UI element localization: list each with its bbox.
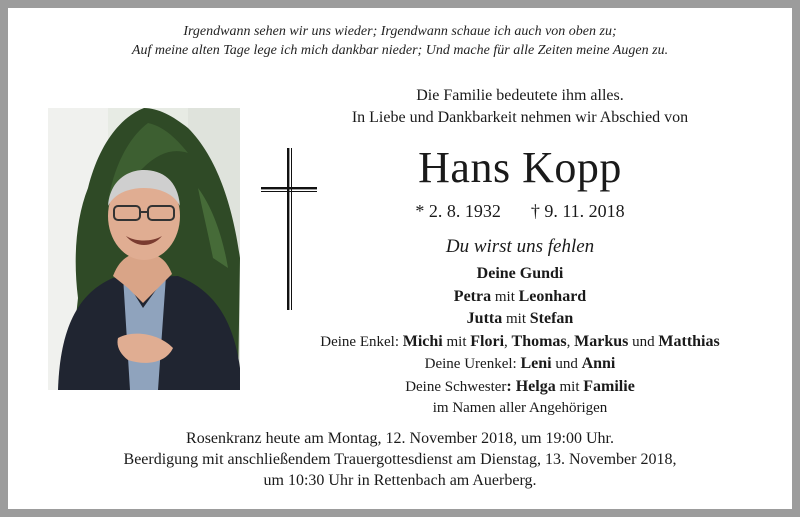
portrait-image — [48, 108, 240, 390]
mourner-name: Michi — [402, 332, 443, 350]
mourner-name: Matthias — [658, 332, 720, 350]
motto: Du wirst uns fehlen — [445, 236, 595, 257]
relation-label: Deine Enkel: — [320, 333, 403, 350]
relation-label: Deine Urenkel: — [424, 356, 521, 372]
relation-label: Deine Schwester — [405, 378, 507, 395]
connector-text: mit — [491, 288, 519, 305]
service-line: um 10:30 Uhr in Rettenbach am Auerberg. — [263, 472, 537, 489]
mourner-line-grandchildren — [240, 331, 800, 354]
connector-text: mit — [442, 333, 471, 350]
mourner-name: Leonhard — [518, 287, 587, 305]
intro-line: Die Familie bedeutete ihm alles. — [416, 87, 624, 104]
mourner-name: Helga — [515, 377, 556, 395]
poem-line: Auf meine alten Tage lege ich mich dankbar nieder; Und mache für alle Zeiten meine Augen zu. — [131, 43, 669, 58]
connector-text: : — [506, 377, 516, 395]
mourner-name: Markus — [574, 332, 629, 350]
birth-date: * 2. 8. 1932 — [415, 201, 501, 221]
mourner-name: Leni — [520, 355, 552, 372]
mourner-name: Thomas — [511, 332, 567, 350]
connector-text: , — [504, 333, 512, 350]
intro-text — [240, 85, 800, 129]
poem-line: Irgendwann sehen wir uns wieder; Irgendwann schaue ich auch von oben zu; — [183, 24, 617, 39]
mourner-line — [240, 308, 800, 331]
connector-text: mit — [502, 311, 530, 327]
mourners-list — [240, 263, 800, 420]
mourner-name: Stefan — [529, 310, 574, 327]
service-line: Rosenkranz heute am Montag, 12. November 2018, um 19:00 Uhr. — [186, 430, 614, 447]
service-line: Beerdigung mit anschließendem Trauergottesdienst am Dienstag, 13. November 2018, — [123, 451, 677, 468]
poem — [0, 22, 800, 60]
mourner-name: Flori — [470, 332, 505, 350]
life-dates — [240, 199, 800, 223]
mourner-line — [240, 286, 800, 309]
mourner-name: Deine Gundi — [476, 265, 564, 282]
death-date: † 9. 11. 2018 — [530, 201, 625, 221]
mourner-name: Anni — [581, 355, 616, 372]
mourner-line-great-grandchildren — [240, 353, 800, 376]
closing-line: im Namen aller Angehörigen — [432, 400, 608, 416]
deceased-name: Hans Kopp — [418, 143, 622, 192]
service-details — [0, 428, 800, 491]
connector-text: , — [566, 333, 575, 350]
mourner-name: Familie — [583, 377, 635, 395]
portrait-photo — [48, 108, 240, 390]
mourner-name: Petra — [453, 287, 492, 305]
connector-text: und — [551, 356, 582, 372]
mourner-name: Jutta — [466, 310, 503, 327]
intro-line: In Liebe und Dankbarkeit nehmen wir Abschied von — [351, 109, 689, 126]
mourner-line — [240, 263, 800, 286]
connector-text: mit — [555, 378, 584, 395]
connector-text: und — [628, 333, 659, 350]
mourner-line-sister — [240, 376, 800, 399]
